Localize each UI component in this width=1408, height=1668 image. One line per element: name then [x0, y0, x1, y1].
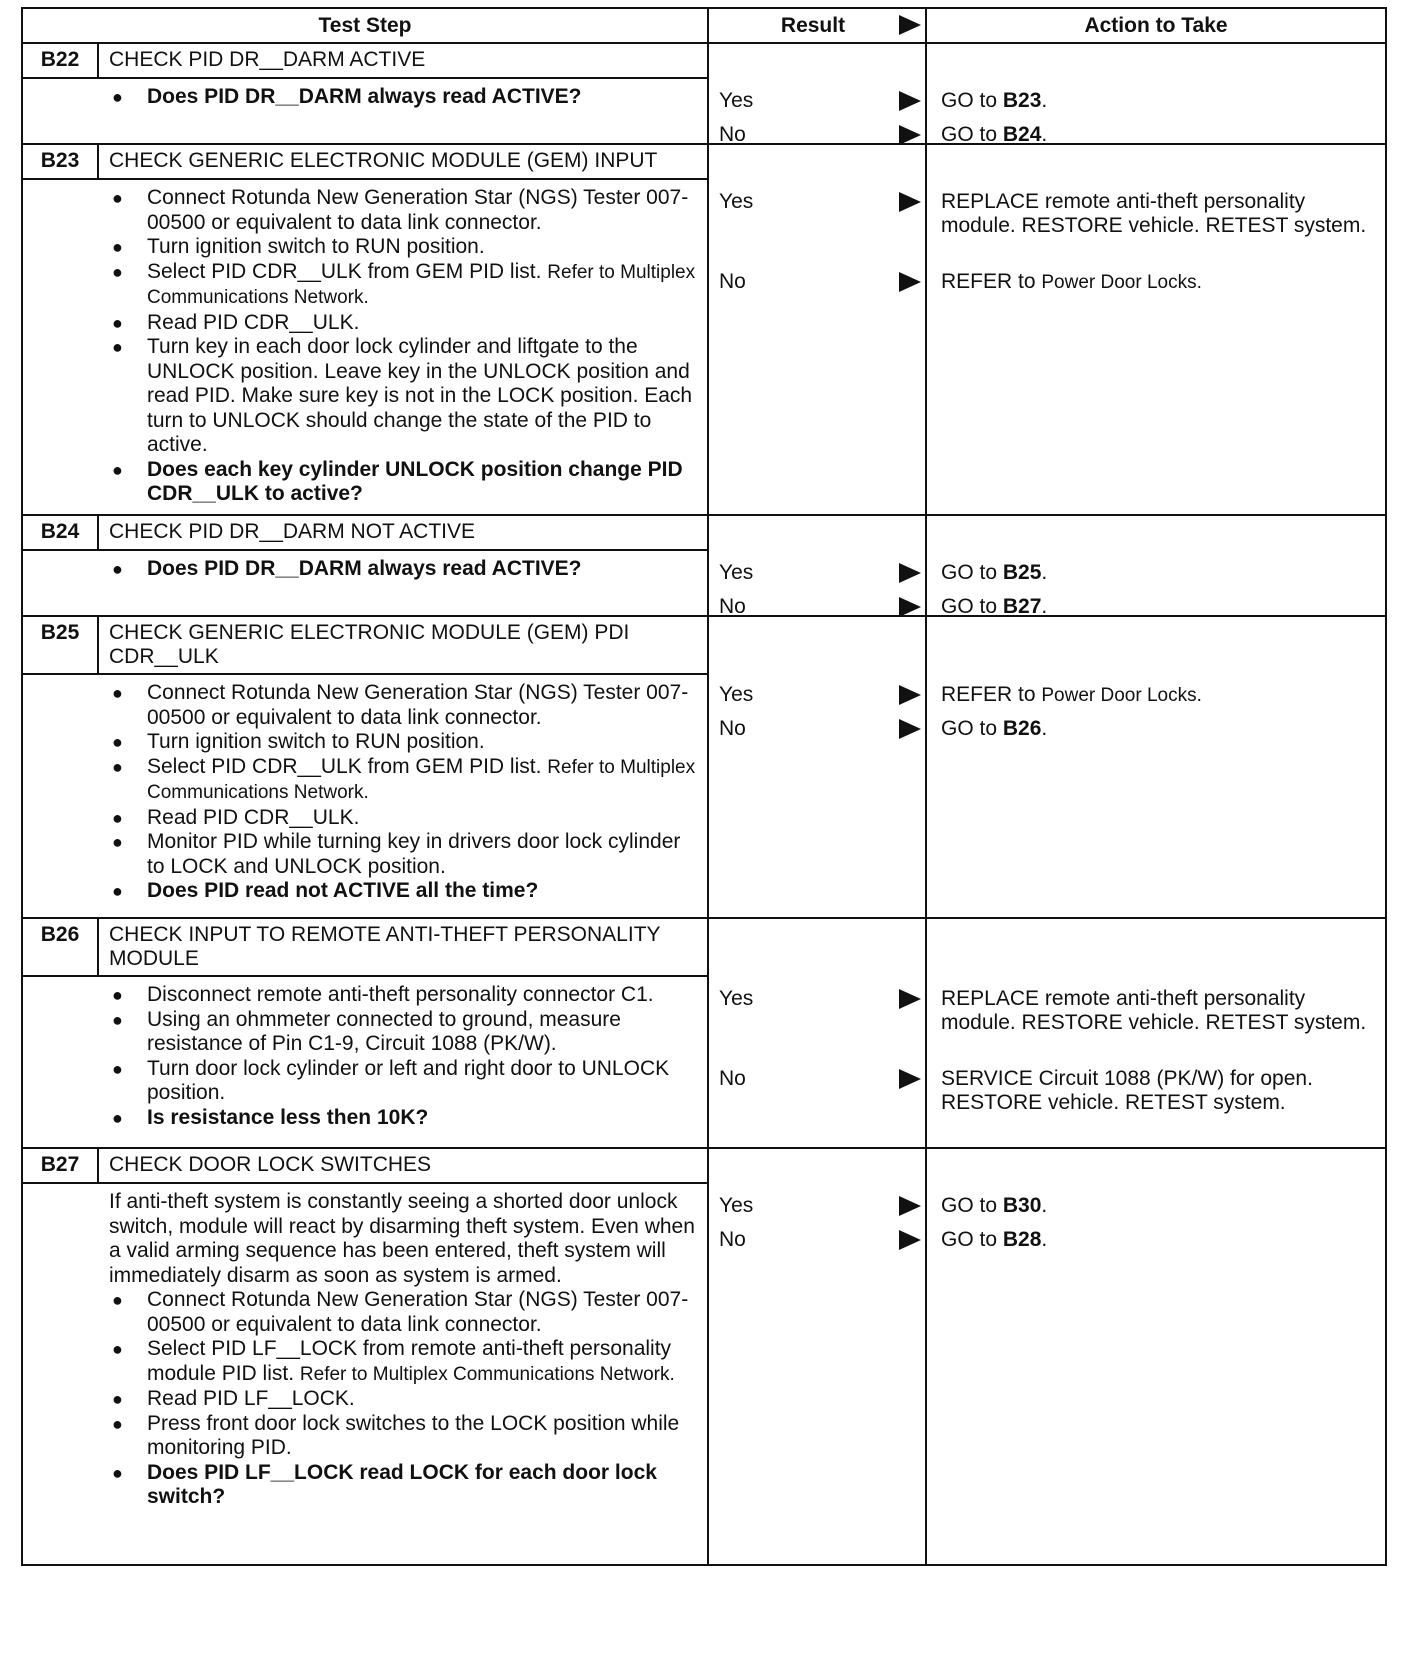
bullet-reference: Refer to Multiplex Communications Network.	[147, 756, 696, 803]
result-label: No	[719, 123, 746, 146]
action-suffix: .	[1041, 123, 1048, 146]
action-section-ref: Power Door Locks.	[1041, 685, 1202, 706]
result-label: No	[719, 270, 746, 293]
header-test-step: Test Step	[22, 8, 708, 43]
list-item	[109, 806, 697, 831]
result-yes	[719, 89, 921, 113]
bullet-reference: Refer to Multiplex Communications Network.	[147, 261, 696, 308]
arrow-right-icon	[899, 989, 921, 1009]
result-cell	[708, 1148, 926, 1565]
bullet-text: Select PID CDR__ULK from GEM PID list.	[147, 754, 542, 778]
action-step-ref: B24	[1002, 123, 1042, 146]
list-item	[109, 755, 697, 806]
bullet-text: Select PID CDR__ULK from GEM PID list.	[147, 259, 542, 283]
step-number: B23	[22, 144, 98, 179]
bullet-text: Does PID DR__DARM always read ACTIVE?	[147, 85, 582, 108]
step-title: CHECK INPUT TO REMOTE ANTI-THEFT PERSONALITY MODULE	[98, 918, 708, 976]
action-prefix: REFER to	[941, 270, 1042, 293]
action-step-ref: B23	[1002, 89, 1042, 112]
action-cell	[926, 1148, 1386, 1565]
step-title-row	[22, 515, 1386, 550]
bullet-reference: Refer to Multiplex Communications Network.	[299, 1363, 675, 1385]
action-suffix: .	[1041, 717, 1048, 740]
step-instructions	[22, 550, 708, 616]
result-no	[719, 1228, 921, 1252]
result-label: Yes	[719, 89, 754, 112]
result-no	[719, 270, 921, 294]
step-bullet-list	[109, 85, 697, 110]
step-bullet-list	[109, 186, 697, 507]
result-label: No	[719, 717, 746, 740]
action-step-ref: B27	[1002, 595, 1042, 618]
bullet-text: Turn ignition switch to RUN position.	[147, 235, 485, 258]
result-label: Yes	[719, 561, 754, 584]
step-bullet-list	[109, 557, 697, 582]
arrow-right-icon	[899, 597, 921, 617]
action-text	[941, 1228, 1377, 1252]
list-item	[109, 557, 697, 582]
bullet-text: Read PID LF__LOCK.	[147, 1387, 355, 1410]
result-yes	[719, 561, 921, 585]
arrow-right-icon	[899, 125, 921, 145]
result-no	[719, 717, 921, 741]
step-intro: If anti-theft system is constantly seeing a shorted door unlock switch, module will react by disarming theft system. Even when a valid arming sequence has been entered, theft system will immediately disarm as soon as system is armed.	[109, 1190, 695, 1287]
list-item	[109, 1412, 697, 1461]
bullet-text: Does PID read not ACTIVE all the time?	[147, 879, 539, 902]
result-yes	[719, 1194, 921, 1218]
bullet-text: Monitor PID while turning key in drivers door lock cylinder to LOCK and UNLOCK position.	[147, 830, 681, 878]
bullet-text: Connect Rotunda New Generation Star (NGS) Tester 007-00500 or equivalent to data link connector.	[147, 186, 689, 234]
action-prefix: GO to	[941, 123, 1003, 146]
step-bullet-list	[109, 1288, 697, 1510]
step-number: B24	[22, 515, 98, 550]
step-bullet-list	[109, 681, 697, 904]
step-instructions	[22, 179, 708, 515]
list-item	[109, 311, 697, 336]
bullet-text: Is resistance less then 10K?	[147, 1105, 429, 1129]
list-item	[109, 458, 697, 507]
action-prefix: GO to	[941, 561, 1003, 584]
result-no	[719, 1067, 921, 1091]
action-suffix: .	[1041, 561, 1048, 584]
step-instructions	[22, 1183, 708, 1565]
list-item	[109, 335, 697, 458]
action-text	[941, 270, 1377, 295]
step-bullet-list	[109, 983, 697, 1130]
bullet-text: Does PID DR__DARM always read ACTIVE?	[147, 557, 582, 580]
step-instructions	[22, 674, 708, 918]
action-step-ref: B30	[1002, 1194, 1042, 1217]
result-label: Yes	[719, 683, 754, 706]
action-text	[941, 190, 1377, 238]
action-text	[941, 1067, 1377, 1115]
list-item	[109, 235, 697, 260]
action-prefix: REFER to	[941, 683, 1042, 706]
step-title-row	[22, 1148, 1386, 1183]
bullet-text: Turn key in each door lock cylinder and liftgate to the UNLOCK position. Leave key in the UNLOCK position and read PID. Make sure key is not in the LOCK position. Each turn to UNLOCK should change the state of the PID to active.	[147, 335, 693, 456]
action-cell	[926, 515, 1386, 616]
step-title: CHECK PID DR__DARM ACTIVE	[98, 43, 708, 78]
result-label: Yes	[719, 987, 754, 1010]
list-item	[109, 1337, 697, 1387]
header-result	[708, 8, 926, 43]
action-text	[941, 987, 1377, 1035]
step-title-row	[22, 616, 1386, 674]
action-cell	[926, 43, 1386, 144]
bullet-text: Using an ohmmeter connected to ground, measure resistance of Pin C1-9, Circuit 1088 (PK/W).	[147, 1007, 621, 1055]
list-item	[109, 186, 697, 235]
result-cell	[708, 918, 926, 1148]
step-title: CHECK PID DR__DARM NOT ACTIVE	[98, 515, 708, 550]
bullet-text: Press front door lock switches to the LOCK position while monitoring PID.	[147, 1411, 680, 1459]
list-item	[109, 85, 697, 110]
list-item	[109, 730, 697, 755]
result-cell	[708, 43, 926, 144]
list-item	[109, 1057, 697, 1106]
action-step-ref: B28	[1002, 1228, 1042, 1251]
arrow-right-icon	[899, 1230, 921, 1250]
step-title: CHECK DOOR LOCK SWITCHES	[98, 1148, 708, 1183]
diagnostic-table-page	[21, 7, 1385, 1655]
step-title: CHECK GENERIC ELECTRONIC MODULE (GEM) INPUT	[98, 144, 708, 179]
step-number: B27	[22, 1148, 98, 1183]
list-item	[109, 983, 697, 1008]
arrow-right-icon	[899, 272, 921, 292]
result-yes	[719, 683, 921, 707]
action-text	[941, 561, 1377, 585]
arrow-right-icon	[899, 719, 921, 739]
bullet-text: Disconnect remote anti-theft personality connector C1.	[147, 983, 654, 1006]
header-action: Action to Take	[926, 8, 1386, 43]
list-item	[109, 1387, 697, 1412]
result-label: No	[719, 1067, 746, 1090]
bullet-text: Connect Rotunda New Generation Star (NGS) Tester 007-00500 or equivalent to data link connector.	[147, 681, 689, 729]
action-prefix: GO to	[941, 1194, 1003, 1217]
bullet-text: Read PID CDR__ULK.	[147, 310, 360, 334]
step-number: B25	[22, 616, 98, 674]
action-instruction: REPLACE remote anti-theft personality module. RESTORE vehicle. RETEST system.	[941, 987, 1367, 1034]
result-cell	[708, 616, 926, 918]
action-prefix: GO to	[941, 595, 1003, 618]
bullet-text: Select PID LF__LOCK from remote anti-theft personality module PID list.	[147, 1337, 672, 1385]
result-label: Yes	[719, 1194, 754, 1217]
action-cell	[926, 918, 1386, 1148]
action-step-ref: B25	[1002, 561, 1042, 584]
arrow-right-icon	[899, 91, 921, 111]
bullet-text: Does each key cylinder UNLOCK position change PID CDR__ULK to active?	[147, 457, 683, 505]
action-prefix: GO to	[941, 89, 1003, 112]
header-result-label: Result	[780, 14, 846, 37]
bullet-text: Connect Rotunda New Generation Star (NGS) Tester 007-00500 or equivalent to data link connector.	[147, 1288, 689, 1336]
list-item	[109, 1008, 697, 1057]
result-label: Yes	[719, 190, 754, 213]
list-item	[109, 879, 697, 904]
action-instruction: SERVICE Circuit 1088 (PK/W) for open. RESTORE vehicle. RETEST system.	[941, 1067, 1313, 1114]
step-number: B22	[22, 43, 98, 78]
bullet-text: Turn ignition switch to RUN position.	[147, 730, 485, 753]
action-prefix: GO to	[941, 1228, 1003, 1251]
arrow-right-icon	[899, 563, 921, 583]
arrow-right-icon	[899, 1069, 921, 1089]
action-step-ref: B26	[1002, 717, 1042, 740]
list-item	[109, 1461, 697, 1510]
action-prefix: GO to	[941, 717, 1003, 740]
diagnostic-table	[21, 7, 1387, 1566]
list-item	[109, 1288, 697, 1337]
action-cell	[926, 144, 1386, 515]
arrow-right-icon	[899, 15, 921, 35]
action-suffix: .	[1041, 595, 1048, 618]
arrow-right-icon	[899, 192, 921, 212]
action-cell	[926, 616, 1386, 918]
arrow-right-icon	[899, 685, 921, 705]
action-text	[941, 717, 1377, 741]
action-instruction: REPLACE remote anti-theft personality module. RESTORE vehicle. RETEST system.	[941, 190, 1367, 237]
step-number: B26	[22, 918, 98, 976]
list-item	[109, 1106, 697, 1131]
bullet-text: Turn door lock cylinder or left and right door to UNLOCK position.	[147, 1056, 670, 1104]
action-text	[941, 1194, 1377, 1218]
list-item	[109, 681, 697, 730]
bullet-text: Does PID LF__LOCK read LOCK for each door lock switch?	[147, 1460, 657, 1508]
action-text	[941, 683, 1377, 708]
arrow-right-icon	[899, 1196, 921, 1216]
action-section-ref: Power Door Locks.	[1041, 272, 1202, 293]
result-label: No	[719, 595, 746, 618]
step-instructions	[22, 976, 708, 1148]
list-item	[109, 830, 697, 879]
step-title-row	[22, 43, 1386, 78]
result-yes	[719, 987, 921, 1011]
result-cell	[708, 515, 926, 616]
result-cell	[708, 144, 926, 515]
action-suffix: .	[1041, 1194, 1048, 1217]
header-row	[22, 8, 1386, 43]
result-yes	[719, 190, 921, 214]
step-title: CHECK GENERIC ELECTRONIC MODULE (GEM) PDI CDR__ULK	[98, 616, 708, 674]
table-body	[22, 43, 1386, 1565]
list-item	[109, 260, 697, 311]
action-suffix: .	[1041, 1228, 1048, 1251]
bullet-text: Read PID CDR__ULK.	[147, 805, 360, 829]
action-text	[941, 89, 1377, 113]
action-suffix: .	[1041, 89, 1048, 112]
result-label: No	[719, 1228, 746, 1251]
step-instructions	[22, 78, 708, 144]
step-title-row	[22, 144, 1386, 179]
step-title-row	[22, 918, 1386, 976]
